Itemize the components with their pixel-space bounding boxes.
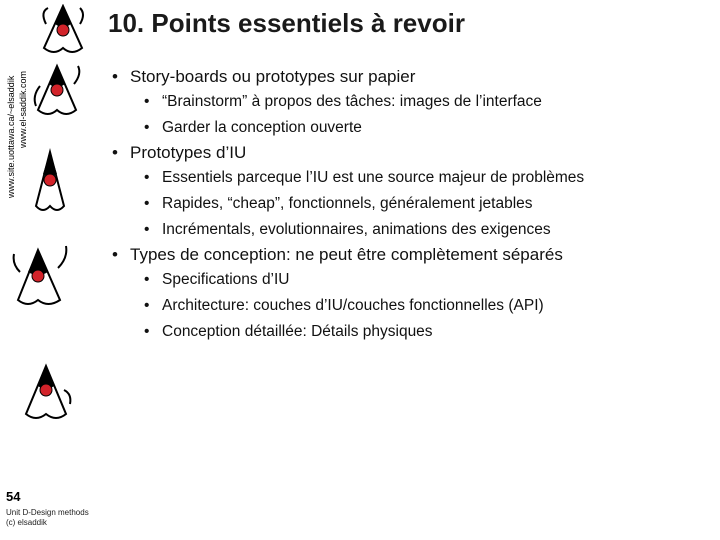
duke-mascot-icon	[38, 4, 88, 58]
sub-bullet: • Specifications d’IU	[110, 270, 710, 290]
footer-unit: Unit D-Design methods	[6, 508, 89, 517]
sidebar-url-line1: www.site.uottawa.ca/~elsaddik	[6, 75, 16, 198]
sub-bullet: • Incrémentals, evolutionnaires, animations des exigences	[110, 220, 710, 240]
sub-bullet: • Garder la conception ouverte	[110, 118, 710, 138]
duke-mascot-icon	[18, 360, 74, 426]
sub-bullet: • Essentiels parceque l’IU est une source majeur de problèmes	[110, 168, 710, 188]
sidebar-decoration	[0, 0, 100, 540]
sidebar-url-line2: www.el-saddik.com	[18, 70, 28, 148]
slide-title: 10. Points essentiels à revoir	[108, 8, 465, 38]
duke-mascot-icon	[30, 62, 84, 122]
bullet-paper-prototypes: • Story-boards ou prototypes sur papier	[110, 66, 710, 88]
footer-copyright: (c) elsaddik	[6, 518, 47, 527]
bullet-ui-prototypes: • Prototypes d’IU	[110, 142, 710, 164]
duke-mascot-icon	[30, 148, 70, 220]
sub-bullet: • Conception détaillée: Détails physiques	[110, 322, 710, 342]
bullet-design-types: • Types de conception: ne peut être complètement séparés	[110, 244, 710, 266]
page-number: 54	[6, 489, 21, 504]
duke-mascot-icon	[8, 242, 72, 314]
sub-bullet: • Architecture: couches d’IU/couches fonctionnelles (API)	[110, 296, 710, 316]
sub-bullet: • “Brainstorm” à propos des tâches: images de l’interface	[110, 92, 710, 112]
slide-content	[110, 66, 710, 342]
sub-bullet: • Rapides, “cheap”, fonctionnels, généralement jetables	[110, 194, 710, 214]
